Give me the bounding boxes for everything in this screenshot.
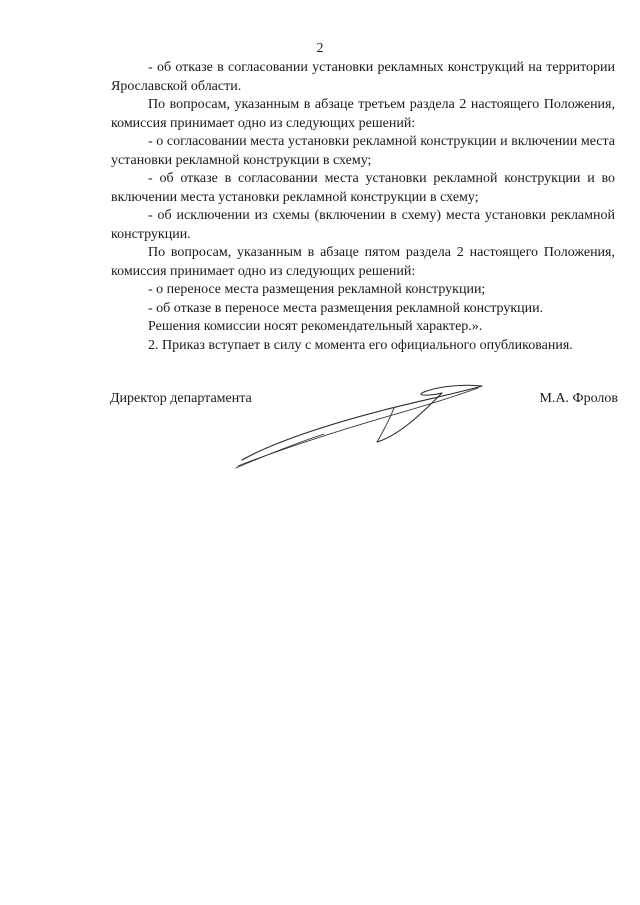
paragraph: По вопросам, указанным в абзаце пятом раздела 2 настоящего Положения, комиссия принимает одно из следующих решений: [111,245,615,279]
signatory-name: М.А. Фролов [539,391,618,406]
signature-block [110,390,618,490]
paragraph: - об исключении из схемы (включении в схему) места установки рекламной конструкции. [111,208,615,242]
paragraph: По вопросам, указанным в абзаце третьем раздела 2 настоящего Положения, комиссия принимает одно из следующих решений: [111,97,615,131]
document-body [111,59,615,355]
paragraph: Решения комиссии носят рекомендательный характер.». [148,319,483,334]
paragraph: 2. Приказ вступает в силу с момента его официального опубликования. [148,337,573,353]
handwritten-signature [234,372,494,482]
paragraph: - о переносе места размещения рекламной конструкции; [148,282,486,297]
page-number: 2 [316,41,324,56]
paragraph: - об отказе в согласовании места установки рекламной конструкции и во включении места установки рекламной конструкции в схему; [111,171,615,205]
signatory-position: Директор департамента [110,391,252,406]
paragraph: - о согласовании места установки рекламной конструкции и включении места установки рекламной конструкции в схему; [111,134,615,168]
paragraph: - об отказе в согласовании установки рекламных конструкций на территории Ярославской области. [111,60,615,94]
paragraph: - об отказе в переносе места размещения рекламной конструкции. [148,300,544,316]
